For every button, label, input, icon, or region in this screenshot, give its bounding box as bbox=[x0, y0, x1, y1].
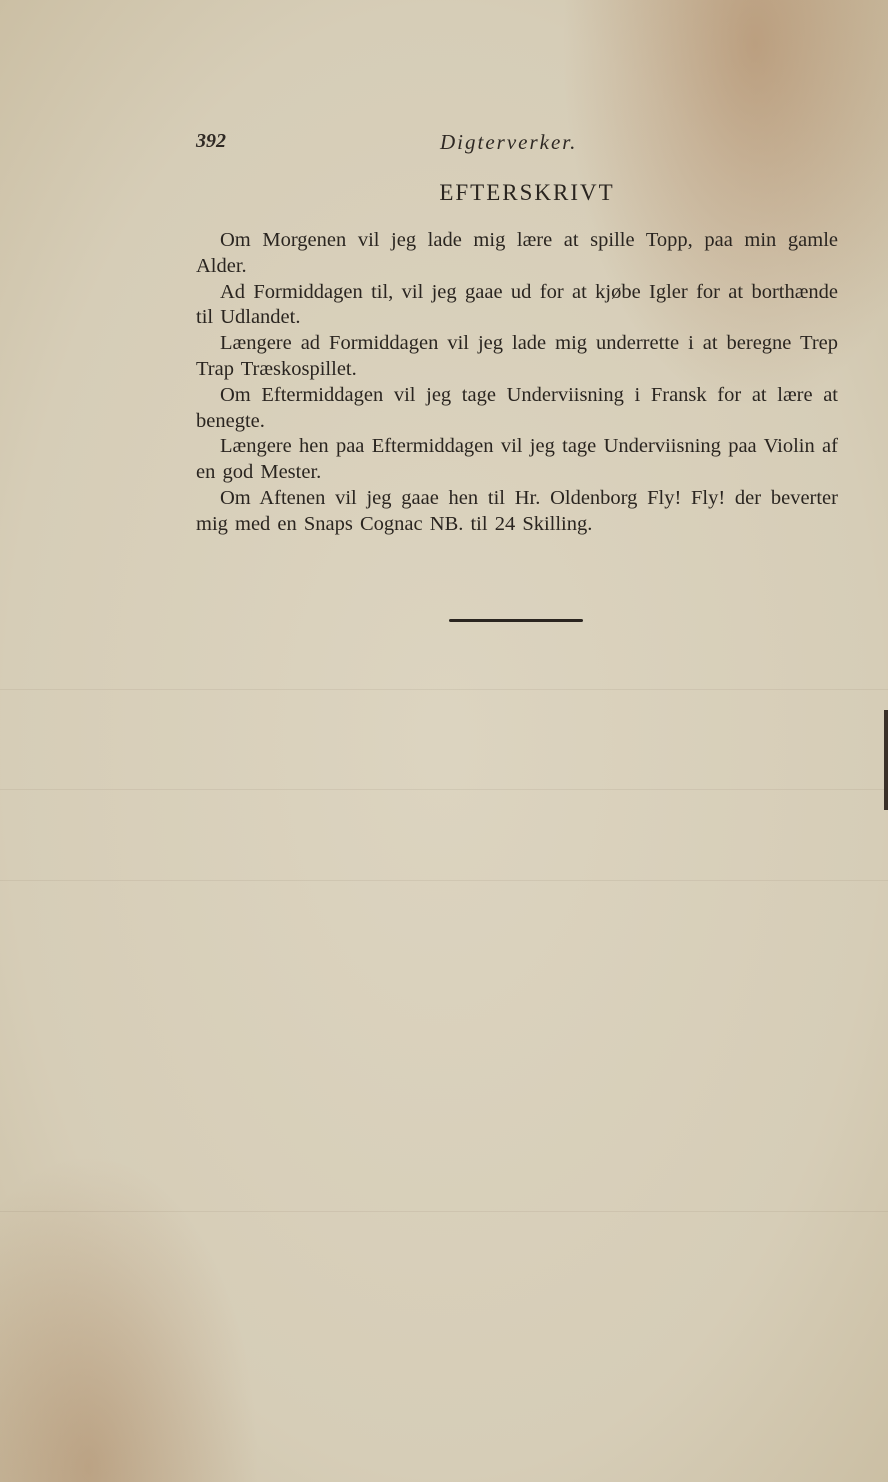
scan-line bbox=[0, 1211, 888, 1212]
paragraph: Om Aftenen vil jeg gaae hen til Hr. Oldenborg Fly! Fly! der beverter mig med en Snaps Cognac NB. til 24 Skilling. bbox=[196, 486, 838, 535]
paragraph: Ad Formiddagen til, vil jeg gaae ud for at kjøbe Igler for at borthænde til Udlandet. bbox=[196, 280, 838, 329]
scan-line bbox=[0, 789, 888, 790]
scan-line bbox=[0, 689, 888, 690]
running-header bbox=[196, 130, 838, 160]
scan-line bbox=[0, 880, 888, 881]
paragraph: Længere hen paa Eftermiddagen vil jeg tage Underviisning paa Violin af en god Mester. bbox=[196, 435, 838, 484]
paragraph: Om Eftermiddagen vil jeg tage Underviisning i Fransk for at lære at benegte. bbox=[196, 383, 838, 432]
running-title: Digterverker. bbox=[440, 130, 578, 154]
body-text bbox=[196, 228, 838, 538]
end-rule bbox=[449, 619, 583, 622]
page-number: 392 bbox=[196, 130, 226, 152]
page-edge-mark bbox=[884, 710, 888, 810]
section-heading: EFTERSKRIVT bbox=[439, 180, 615, 205]
paragraph: Længere ad Formiddagen vil jeg lade mig underrette i at beregne Trep Trap Træskospillet. bbox=[196, 332, 838, 380]
paragraph: Om Morgenen vil jeg lade mig lære at spille Topp, paa min gamle Alder. bbox=[196, 229, 838, 277]
